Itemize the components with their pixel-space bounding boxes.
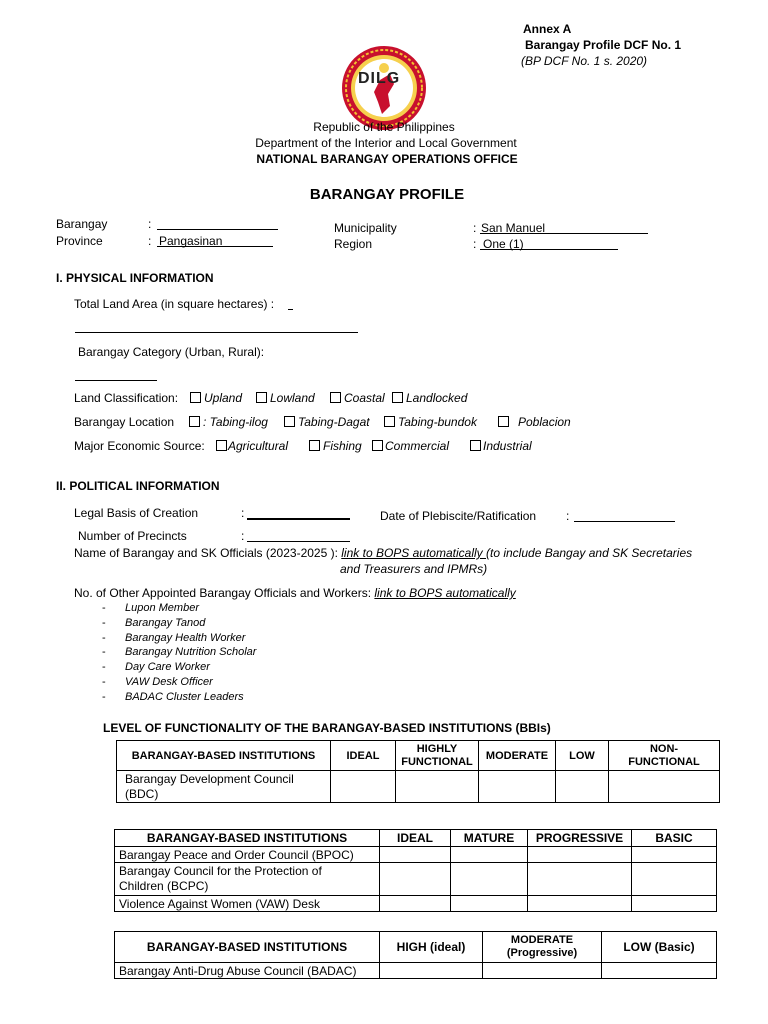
- list-item: - Barangay Health Worker: [102, 631, 246, 644]
- plebiscite-colon: :: [566, 509, 570, 523]
- checkbox-tabing-dagat[interactable]: Tabing-Dagat: [284, 415, 370, 429]
- officials-line: Name of Barangay and SK Officials (2023-2025 ): link to BOPS automatically (to include Bangay and SK Secretaries: [74, 546, 693, 560]
- region-colon: :: [473, 237, 477, 251]
- officials-line-2: and Treasurers and IPMRs): [340, 562, 488, 576]
- table-header: HIGHLY FUNCTIONAL: [396, 741, 479, 771]
- list-item: - Barangay Nutrition Scholar: [102, 646, 257, 659]
- region-label: Region: [334, 237, 373, 251]
- form-series: (BP DCF No. 1 s. 2020): [521, 54, 648, 68]
- checkbox-agricultural[interactable]: Agricultural: [216, 439, 288, 453]
- municipality-colon: :: [473, 221, 477, 235]
- table-row: Barangay Development Council (BDC): [117, 771, 720, 803]
- checkbox-fishing[interactable]: Fishing: [309, 439, 362, 453]
- province-colon: :: [148, 234, 152, 248]
- table-header: LOW (Basic): [602, 932, 717, 963]
- bbi-table-1: [116, 740, 720, 803]
- list-item: - Barangay Tanod: [102, 616, 206, 629]
- checkbox-poblacion[interactable]: Poblacion: [498, 415, 571, 429]
- table-header: IDEAL: [331, 741, 396, 771]
- table-row: Barangay Anti-Drug Abuse Council (BADAC): [115, 963, 717, 979]
- barangay-field[interactable]: [157, 229, 278, 230]
- republic-line: Republic of the Philippines: [313, 120, 455, 134]
- table-row: Barangay Peace and Order Council (BPOC): [115, 847, 717, 863]
- table-header: BARANGAY-BASED INSTITUTIONS: [117, 741, 331, 771]
- legal-basis-label: Legal Basis of Creation: [74, 506, 199, 520]
- bbi-table-3: [114, 931, 717, 979]
- municipality-value[interactable]: San Manuel: [481, 221, 546, 235]
- land-area-label: Total Land Area (in square hectares) :: [74, 297, 275, 311]
- category-label: Barangay Category (Urban, Rural):: [78, 345, 265, 359]
- form-code: Barangay Profile DCF No. 1: [525, 38, 682, 52]
- economic-label: Major Economic Source:: [74, 439, 205, 453]
- table-row: Barangay Council for the Protection of Children (BCPC): [115, 863, 717, 896]
- section-physical-heading: I. PHYSICAL INFORMATION: [56, 271, 214, 285]
- precincts-colon: :: [241, 529, 245, 543]
- table-header: PROGRESSIVE: [528, 830, 632, 847]
- checkbox-landlocked[interactable]: Landlocked: [392, 391, 467, 405]
- list-item: - BADAC Cluster Leaders: [102, 690, 244, 703]
- department-line: Department of the Interior and Local Government: [255, 136, 517, 150]
- province-value[interactable]: Pangasinan: [159, 234, 223, 248]
- dilg-seal-logo: DILG: [340, 44, 428, 132]
- land-area-underline-short: [288, 309, 293, 310]
- appointed-link[interactable]: link to BOPS automatically: [374, 586, 516, 600]
- list-item: - Lupon Member: [102, 602, 199, 614]
- table-header: LOW: [556, 741, 609, 771]
- section-political-heading: II. POLITICAL INFORMATION: [56, 479, 220, 493]
- annex-label: Annex A: [523, 22, 572, 36]
- checkbox-industrial[interactable]: Industrial: [470, 439, 532, 453]
- land-area-field[interactable]: [75, 332, 358, 333]
- category-field[interactable]: [75, 380, 157, 381]
- legal-basis-colon: :: [241, 506, 245, 520]
- list-item: - VAW Desk Officer: [102, 675, 213, 688]
- workers-list: [102, 601, 256, 705]
- page-title: BARANGAY PROFILE: [309, 186, 465, 203]
- table-header: MATURE: [451, 830, 528, 847]
- table-header: IDEAL: [380, 830, 451, 847]
- checkbox-tabing-ilog[interactable]: : Tabing-ilog: [189, 415, 268, 429]
- plebiscite-field[interactable]: [574, 521, 675, 522]
- checkbox-lowland[interactable]: Lowland: [256, 391, 315, 405]
- table-row: Violence Against Women (VAW) Desk: [115, 896, 717, 912]
- land-class-label: Land Classification:: [74, 391, 179, 405]
- region-underline: [480, 249, 618, 250]
- appointed-line: No. of Other Appointed Barangay Officials and Workers: link to BOPS automatically: [74, 586, 516, 600]
- table-header: BARANGAY-BASED INSTITUTIONS: [115, 932, 380, 963]
- office-line: NATIONAL BARANGAY OPERATIONS OFFICE: [256, 152, 518, 166]
- list-item: - Day Care Worker: [102, 661, 210, 674]
- table-header: MODERATE (Progressive): [483, 932, 602, 963]
- location-label: Barangay Location: [74, 415, 175, 429]
- checkbox-commercial[interactable]: Commercial: [372, 439, 449, 453]
- table-header: NON- FUNCTIONAL: [609, 741, 720, 771]
- region-value[interactable]: One (1): [483, 237, 524, 251]
- table-header: HIGH (ideal): [380, 932, 483, 963]
- province-underline: [157, 246, 273, 247]
- table-header: BARANGAY-BASED INSTITUTIONS: [115, 830, 380, 847]
- bbi-heading: LEVEL OF FUNCTIONALITY OF THE BARANGAY-BASED INSTITUTIONS (BBIs): [103, 721, 551, 735]
- checkbox-tabing-bundok[interactable]: Tabing-bundok: [384, 415, 477, 429]
- barangay-colon: :: [148, 217, 152, 231]
- table-header: BASIC: [632, 830, 717, 847]
- table-header: MODERATE: [479, 741, 556, 771]
- officials-link[interactable]: link to BOPS automatically: [341, 546, 486, 560]
- province-label: Province: [56, 234, 103, 248]
- plebiscite-label: Date of Plebiscite/Ratification: [380, 509, 537, 523]
- barangay-label: Barangay: [56, 217, 108, 231]
- precincts-label: Number of Precincts: [78, 529, 187, 543]
- precincts-field[interactable]: [247, 541, 350, 542]
- municipality-underline: [480, 233, 648, 234]
- legal-basis-field[interactable]: [247, 518, 350, 520]
- bbi-table-2: [114, 829, 717, 912]
- checkbox-upland[interactable]: Upland: [190, 391, 242, 405]
- municipality-label: Municipality: [334, 221, 397, 235]
- checkbox-coastal[interactable]: Coastal: [330, 391, 385, 405]
